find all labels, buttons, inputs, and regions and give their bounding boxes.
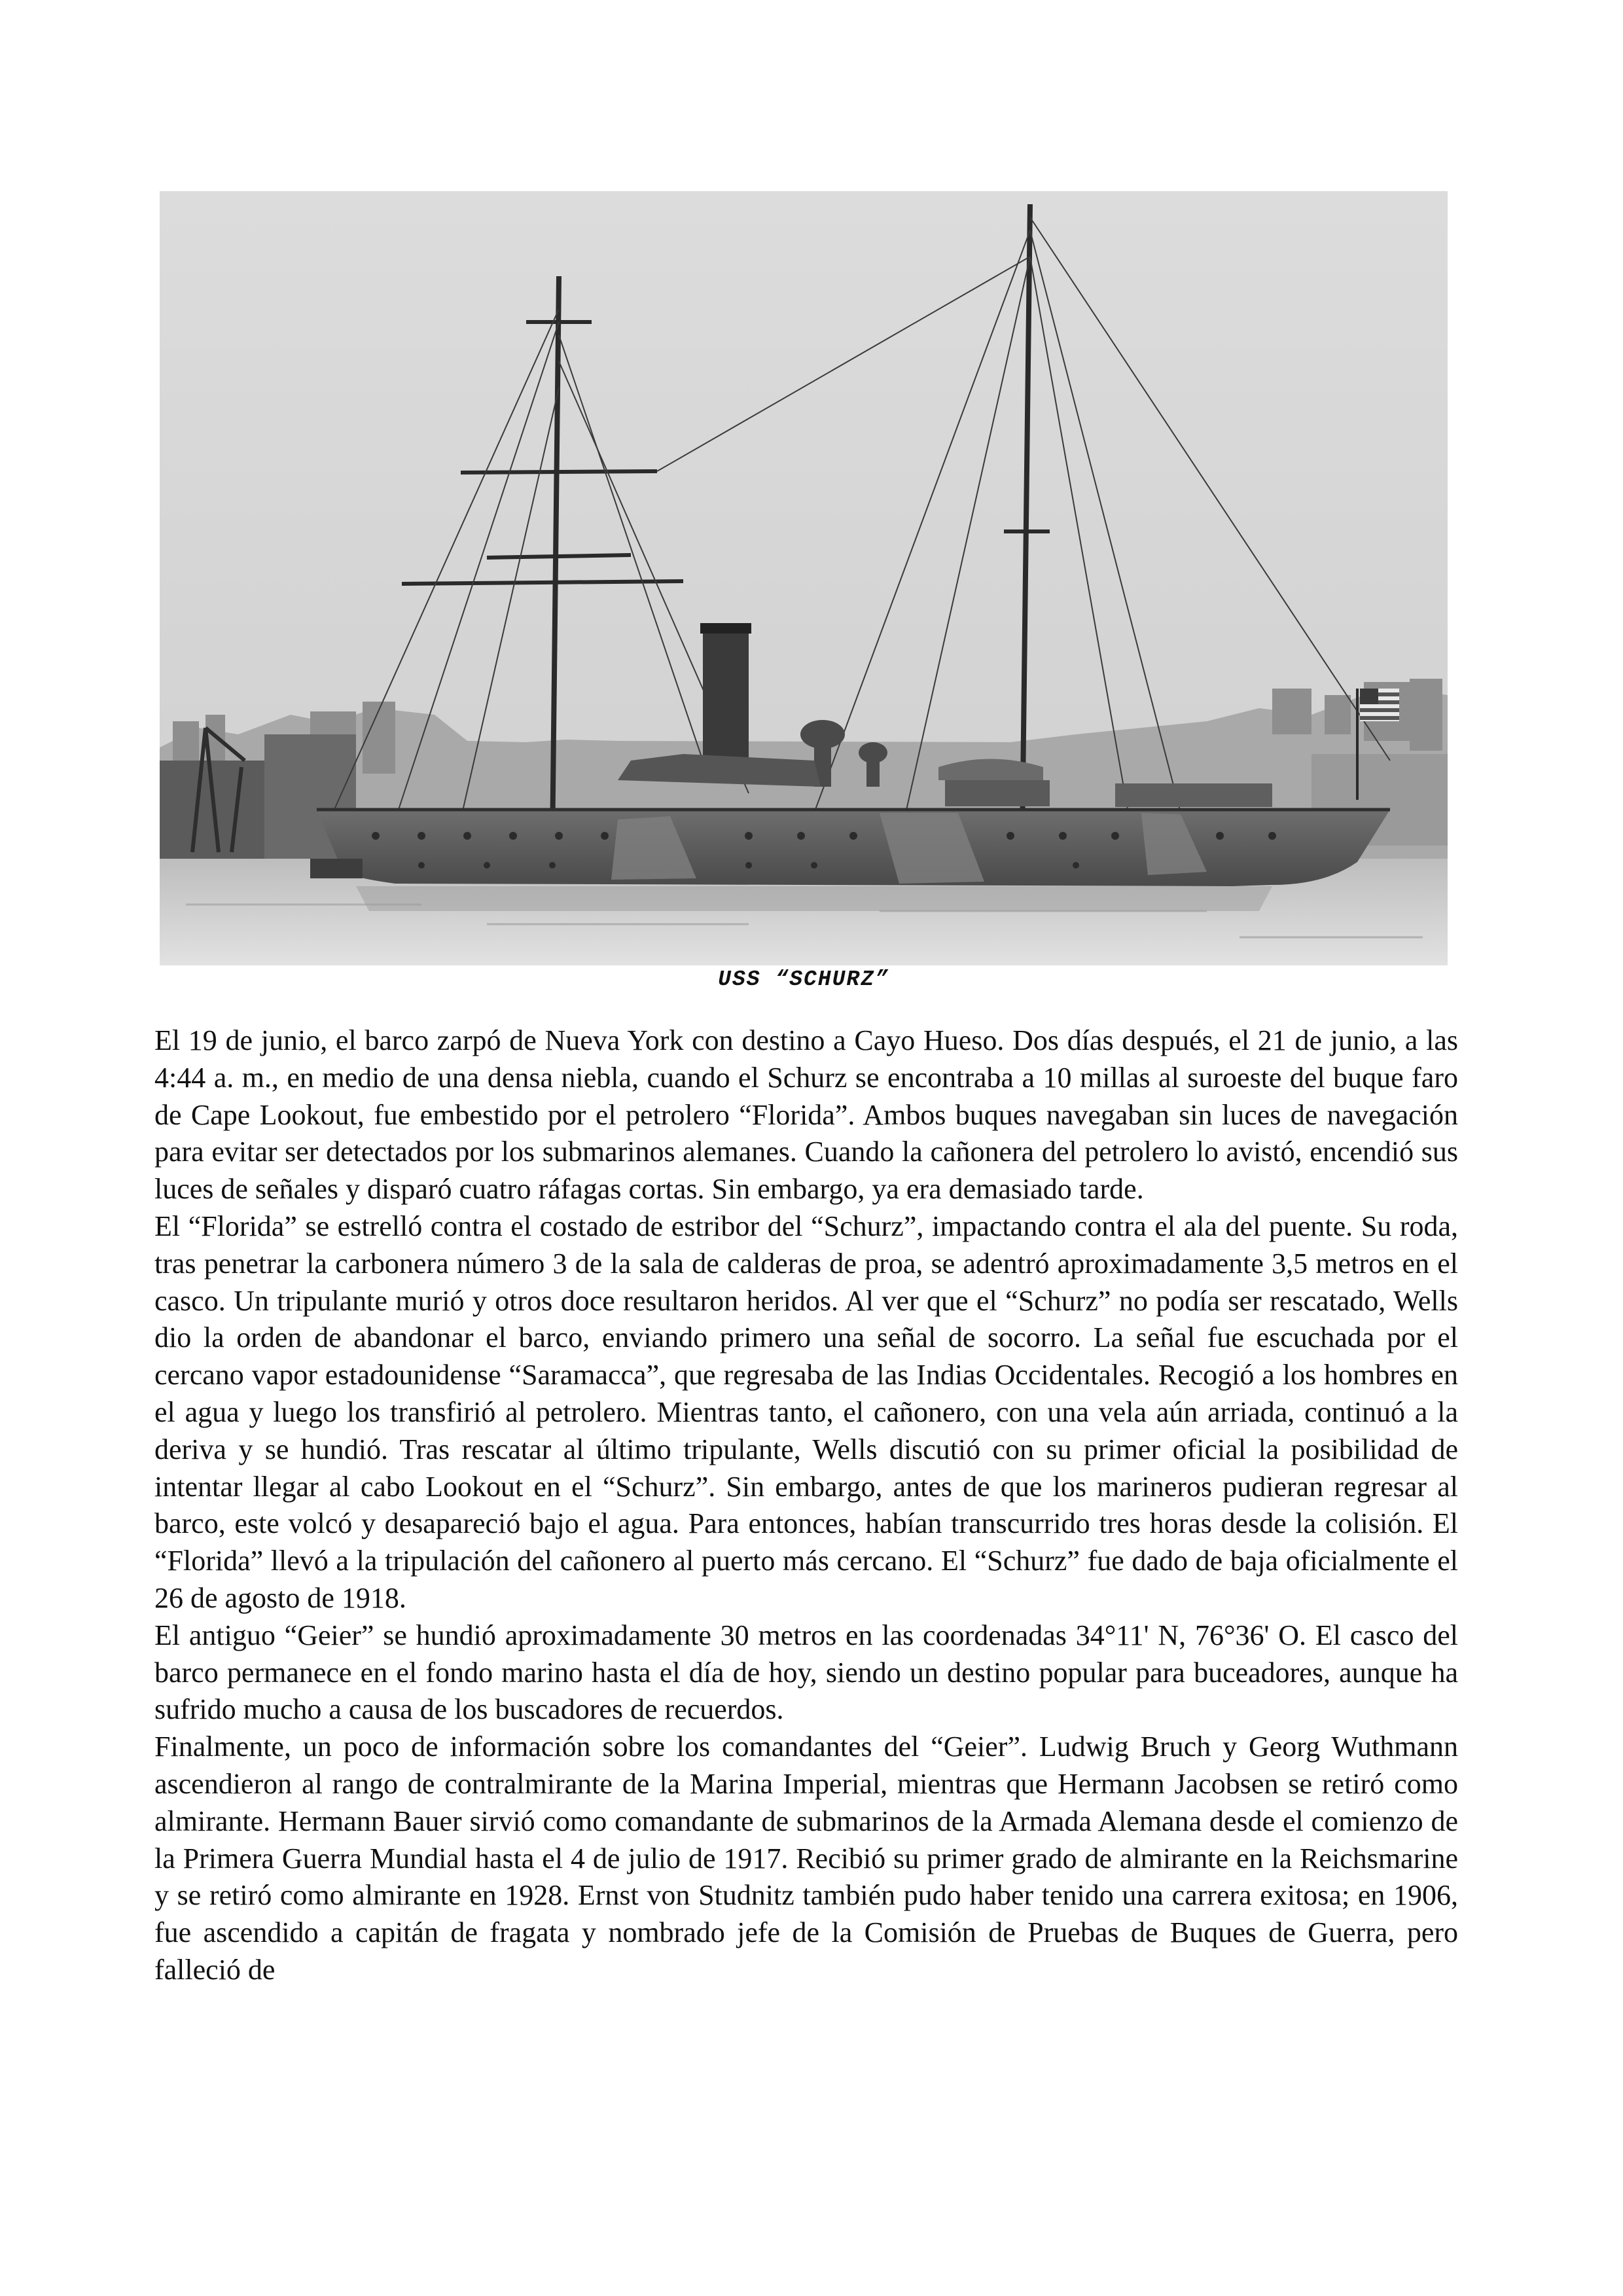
body-text <box>154 1022 1458 1989</box>
paragraph: El 19 de junio, el barco zarpó de Nueva York con destino a Cayo Hueso. Dos días después, el 21 de junio, a las 4:44 a. m., en medio de una densa niebla, cuando el Schurz se encontraba a 10 millas al suroeste del buque faro de Cape Lookout, fue embestido por el petrolero “Florida”. Ambos buques navegaban sin luces de navegación para evitar ser detectados por los submarinos alemanes. Cuando la cañonera del petrolero lo avistó, encendió sus luces de señales y disparó cuatro ráfagas cortas. Sin embargo, ya era demasiado tarde. <box>154 1024 1458 1206</box>
paragraph: El “Florida” se estrelló contra el costado de estribor del “Schurz”, impactando contra el ala del puente. Su roda, tras penetrar la carbonera número 3 de la sala de calderas de proa, se adentró aproximadamente 3,5 metros en el casco. Un tripulante murió y otros doce resultaron heridos. Al ver que el “Schurz” no podía ser rescatado, Wells dio la orden de abandonar el barco, enviando primero una señal de socorro. La señal fue escuchada por el cercano vapor estadounidense “Saramacca”, que regresaba de las Indias Occidentales. Recogió a los hombres en el agua y luego los transfirió al petrolero. Mientras tanto, el cañonero, con una vela aún arriada, continuó a la deriva y se hundió. Tras rescatar al último tripulante, Wells discutió con su primer oficial la posibilidad de intentar llegar al cabo Lookout en el “Schurz”. Sin embargo, antes de que los marineros pudieran regresar al barco, este volcó y desapareció bajo el agua. Para entonces, habían transcurrido tres horas desde la colisión. El “Florida” llevó a la tripulación del cañonero al puerto más cercano. El “Schurz” fue dado de baja oficialmente el 26 de agosto de 1918. <box>154 1210 1458 1614</box>
paragraph: El antiguo “Geier” se hundió aproximadamente 30 metros en las coordenadas 34°11' N, 76°36' O. El casco del barco permanece en el fondo marino hasta el día de hoy, siendo un destino popular para buceadores, aunque ha sufrido mucho a causa de los buscadores de recuerdos. <box>154 1619 1458 1726</box>
ship-photo-drawing <box>160 191 1448 965</box>
paragraph: Finalmente, un poco de información sobre los comandantes del “Geier”. Ludwig Bruch y Georg Wuthmann ascendieron al rango de contralmirante de la Marina Imperial, mientras que Hermann Jacobsen se retiró como almirante. Hermann Bauer sirvió como comandante de submarinos de la Armada Alemana desde el comienzo de la Primera Guerra Mundial hasta el 4 de julio de 1917. Recibió su primer grado de almirante en la Reichsmarine y se retiró como almirante en 1928. Ernst von Studnitz también pudo haber tenido una carrera exitosa; en 1906, fue ascendido a capitán de fragata y nombrado jefe de la Comisión de Pruebas de Buques de Guerra, pero falleció de <box>154 1731 1458 1986</box>
figure-caption: USS “SCHURZ” <box>718 967 889 992</box>
ship-photo <box>160 191 1448 965</box>
